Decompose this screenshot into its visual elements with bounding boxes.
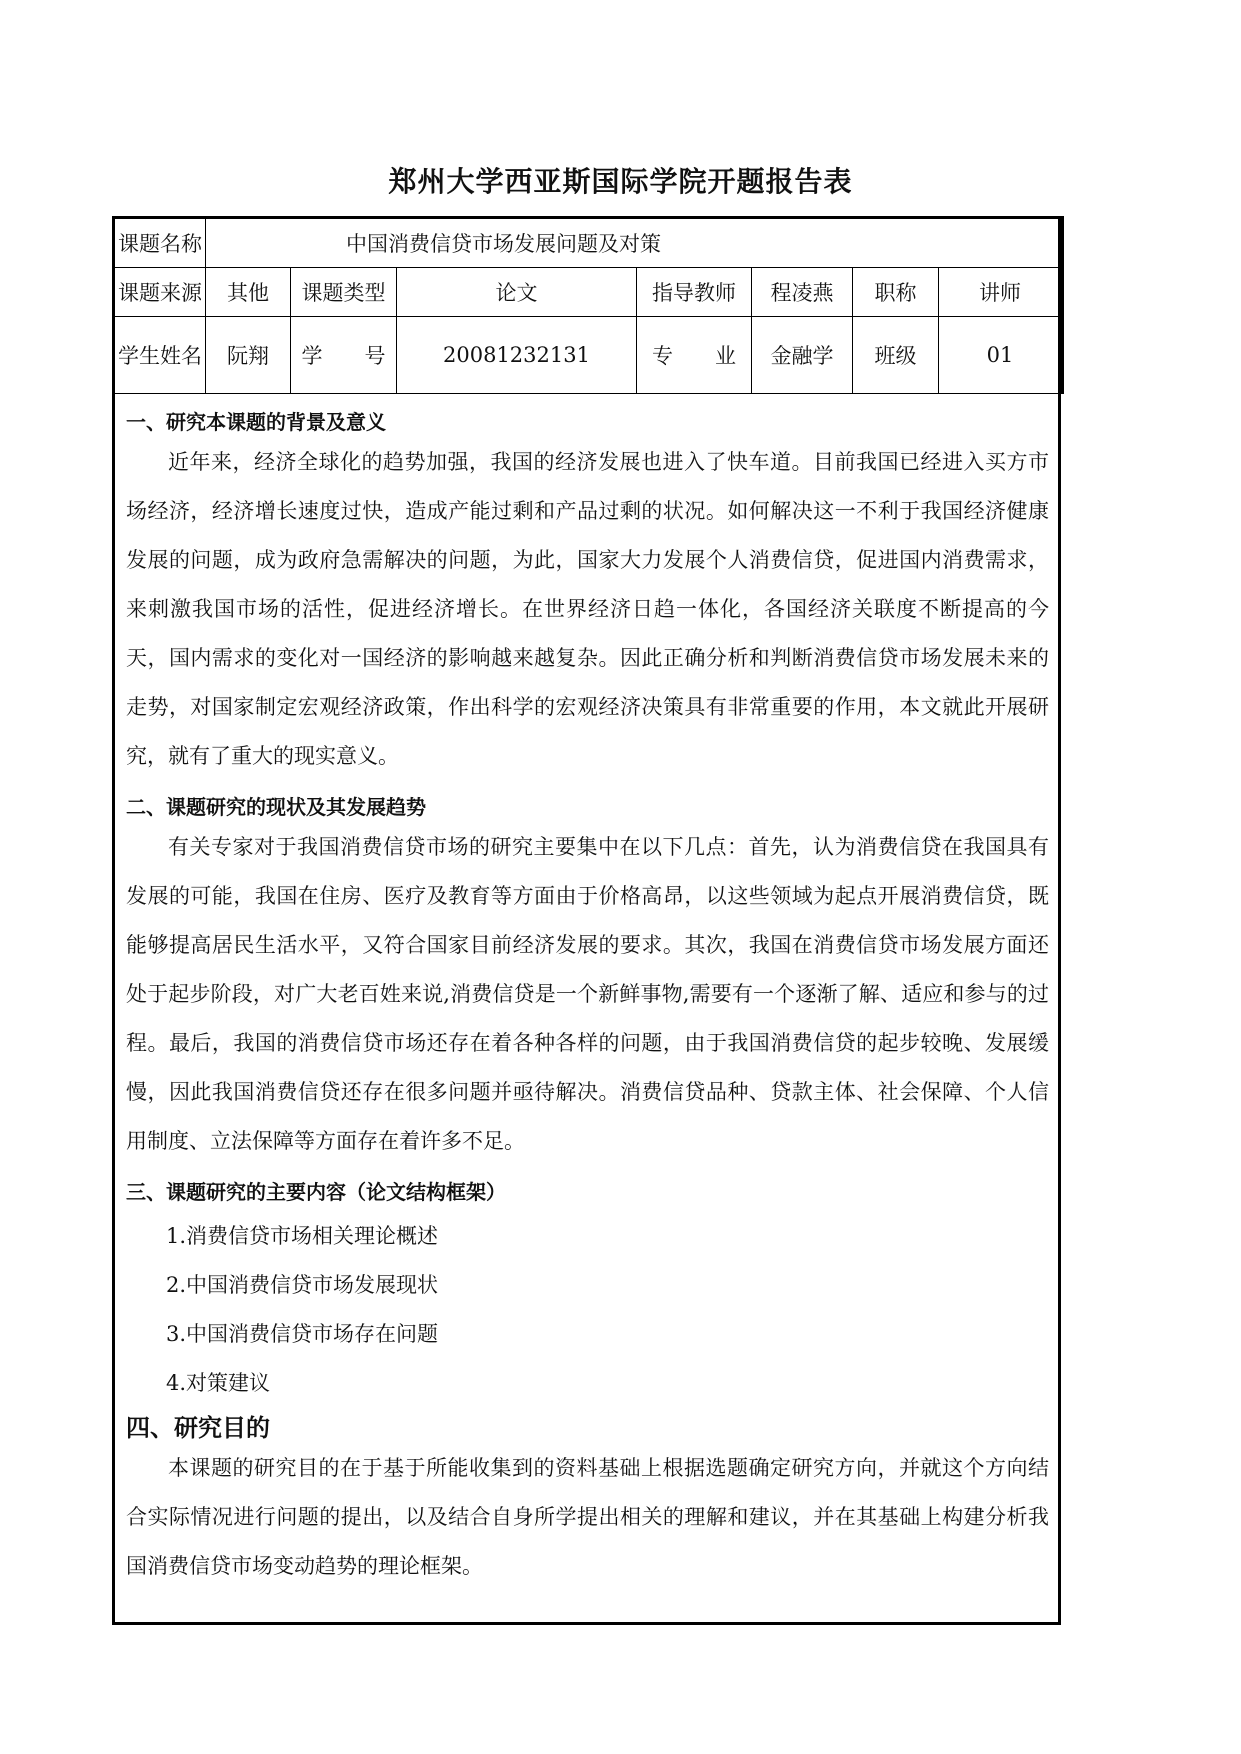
outline-item: 3.中国消费信贷市场存在问题	[166, 1322, 439, 1346]
topic-source-value: 其他	[206, 268, 291, 317]
outline-item: 1.消费信贷市场相关理论概述	[166, 1224, 439, 1248]
advisor-value: 程凌燕	[752, 268, 853, 317]
advisor-label: 指导教师	[637, 268, 752, 317]
topic-type-value: 论文	[397, 268, 637, 317]
section-heading-background: 一、研究本课题的背景及意义	[126, 410, 386, 434]
title-value: 讲师	[939, 268, 1063, 317]
outline-item: 4.对策建议	[166, 1371, 271, 1395]
report-content	[114, 396, 1059, 1622]
topic-name-label: 课题名称	[114, 218, 206, 268]
section-body-purpose: 本课题的研究目的在于基于所能收集到的资料基础上根据选题确定研究方向，并就这个方向结合实际情况进行问题的提出，以及结合自身所学提出相关的理解和建议，并在其基础上构建分析我国消费信贷市场变动趋势的理论框架。	[126, 1456, 1049, 1578]
student-name-label: 学生姓名	[114, 317, 206, 394]
section-heading-purpose: 四、研究目的	[126, 1414, 270, 1442]
major-value: 金融学	[752, 317, 853, 394]
section-heading-content: 三、课题研究的主要内容（论文结构框架）	[126, 1180, 506, 1204]
section-heading-status: 二、课题研究的现状及其发展趋势	[126, 795, 426, 819]
topic-name-value: 中国消费信贷市场发展问题及对策	[206, 218, 1063, 268]
topic-source-label: 课题来源	[114, 268, 206, 317]
student-name-value: 阮翔	[206, 317, 291, 394]
section-body-status: 有关专家对于我国消费信贷市场的研究主要集中在以下几点：首先，认为消费信贷在我国具有发展的可能，我国在住房、医疗及教育等方面由于价格高昂，以这些领域为起点开展消费信贷，既能够提高居民生活水平，又符合国家目前经济发展的要求。其次，我国在消费信贷市场发展方面还处于起步阶段，对广大老百姓来说,消费信贷是一个新鲜事物,需要有一个逐渐了解、适应和参与的过程。最后，我国的消费信贷市场还存在着各种各样的问题，由于我国消费信贷的起步较晚、发展缓慢，因此我国消费信贷还存在很多问题并亟待解决。消费信贷品种、贷款主体、社会保障、个人信用制度、立法保障等方面存在着许多不足。	[126, 835, 1049, 1153]
student-id-value: 20081232131	[397, 317, 637, 394]
topic-type-label: 课题类型	[291, 268, 397, 317]
document-title: 郑州大学西亚斯国际学院开题报告表	[388, 165, 853, 198]
title-label: 职称	[853, 268, 939, 317]
major-label: 专 业	[637, 317, 752, 394]
class-label: 班级	[853, 317, 939, 394]
outline-item: 2.中国消费信贷市场发展现状	[166, 1273, 439, 1297]
class-value: 01	[939, 317, 1063, 394]
section-body-background: 近年来，经济全球化的趋势加强，我国的经济发展也进入了快车道。目前我国已经进入买方市场经济，经济增长速度过快，造成产能过剩和产品过剩的状况。如何解决这一不利于我国经济健康发展的问题，成为政府急需解决的问题，为此，国家大力发展个人消费信贷，促进国内消费需求，来刺激我国市场的活性，促进经济增长。在世界经济日趋一体化，各国经济关联度不断提高的今天，国内需求的变化对一国经济的影响越来越复杂。因此正确分析和判断消费信贷市场发展未来的走势，对国家制定宏观经济政策，作出科学的宏观经济决策具有非常重要的作用，本文就此开展研究，就有了重大的现实意义。	[126, 450, 1049, 768]
student-id-label: 学 号	[291, 317, 397, 394]
